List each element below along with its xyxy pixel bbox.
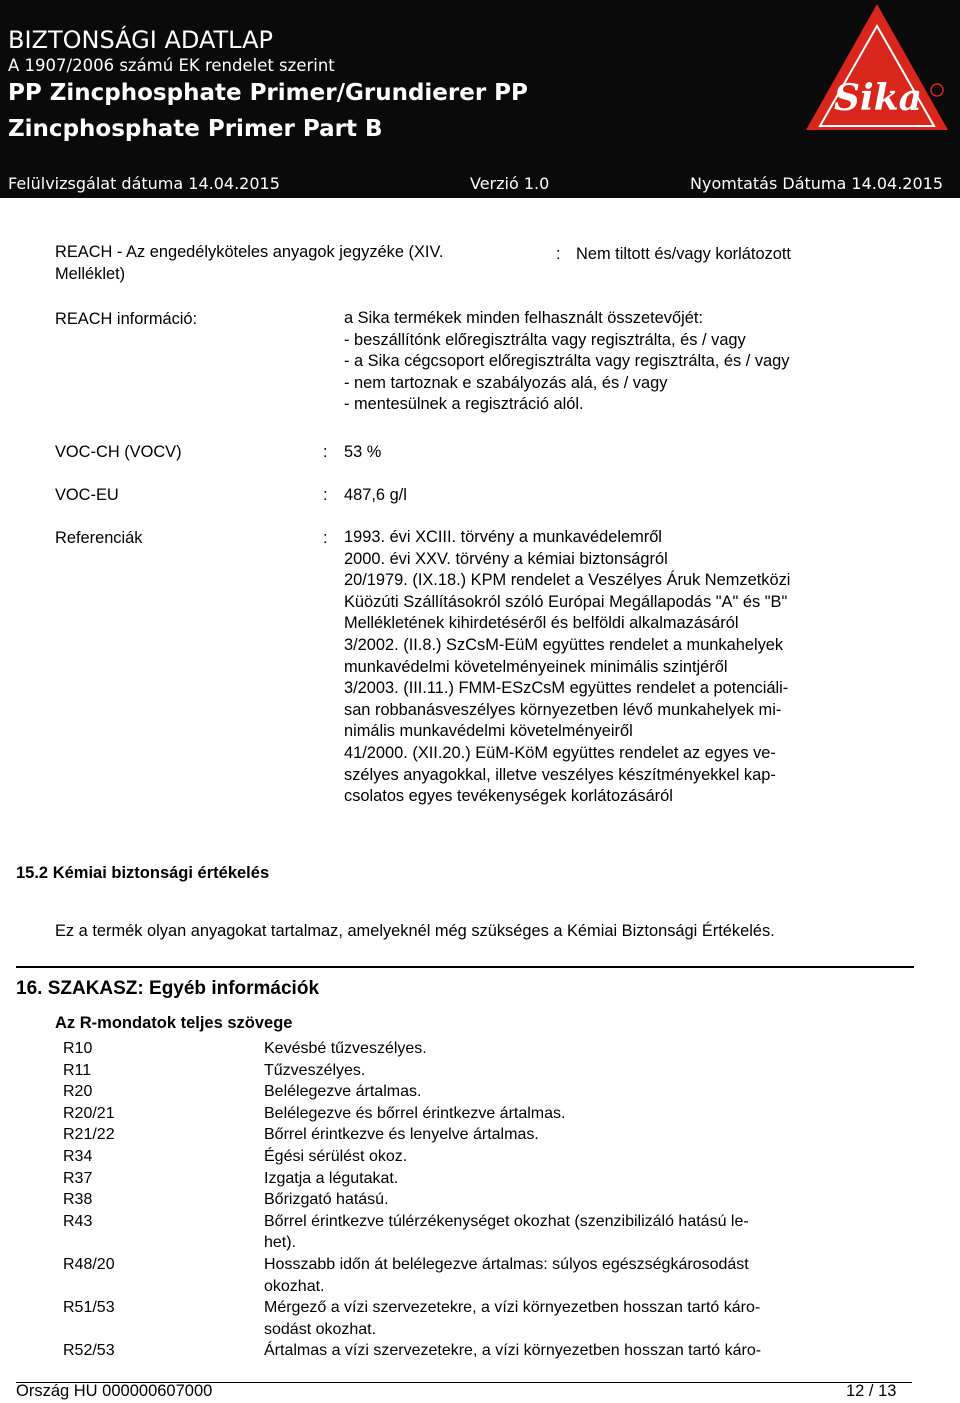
voc-ch-value: 53 % [344,443,382,461]
r-phrase-text-line: het). [264,1234,297,1252]
r-phrase-text [264,1103,565,1125]
r-phrase-text [264,1038,427,1060]
reach-annex-colon: : [556,245,561,263]
reference-line: 3/2002. (II.8.) SzCsM-EüM együttes rendelet a munkahelyek [344,635,784,654]
footer-country: Ország HU 000000607000 [16,1382,213,1400]
sika-logo [806,4,948,130]
r-phrase-text [264,1189,389,1211]
reach-info-line: - a Sika cégcsoport előregisztrálta vagy regisztrálta, és / vagy [344,352,790,371]
sika-logo-text: Sika [834,77,922,119]
section-15-2-text: Ez a termék olyan anyagokat tartalmaz, amelyeknél még szükséges a Kémiai Biztonsági Értékelés. [55,922,775,940]
r-phrase-text [264,1297,760,1340]
reference-line: 3/2003. (III.11.) FMM-ESzCsM együttes rendelet a potenciáli- [344,679,789,698]
references-text [344,527,790,808]
r-phrase-code: R52/53 [63,1342,115,1360]
reference-line: munkavédelmi követelményeinek minimális szintjéről [344,657,728,676]
r-phrase-text-line: Belélegezve és bőrrel érintkezve ártalmas. [264,1104,566,1122]
footer-page-number: 12 / 13 [846,1382,897,1400]
r-phrase-code: R51/53 [63,1299,115,1317]
product-name-line1: PP Zincphosphate Primer/Grundierer PP [8,80,528,106]
r-phrase-text [264,1146,407,1168]
voc-ch-label: VOC-CH (VOCV) [55,443,182,461]
regulation-line: A 1907/2006 számú EK rendelet szerint [8,56,335,75]
r-phrase-text-line: Hosszabb időn át belélegezve ártalmas: súlyos egészségkárosodást [264,1256,749,1273]
document-title: BIZTONSÁGI ADATLAP [8,26,273,54]
r-phrase-text-line: Tűzveszélyes. [264,1061,366,1079]
r-phrase-text-line: Belélegezve ártalmas. [264,1083,422,1101]
reach-annex-label: REACH - Az engedélyköteles anyagok jegyzéke (XIV. Melléklet) [55,243,444,283]
r-phrase-code: R21/22 [63,1126,115,1144]
reference-line: nimális munkavédelmi követelményeiről [344,722,633,741]
r-phrase-code: R37 [63,1169,93,1187]
section-divider [16,966,914,968]
reference-line: 2000. évi XXV. törvény a kémiai biztonságról [344,549,668,568]
reference-line: Mellékletének kihirdetéséről és belföldi alkalmazásáról [344,614,739,633]
reach-info-text [344,308,789,416]
r-phrase-text [264,1081,421,1103]
voc-eu-colon: : [323,486,328,504]
r-phrase-text-line: Égési sérülést okoz. [264,1148,408,1165]
reference-line: 41/2000. (XII.20.) EüM-KöM együttes rendelet az egyes ve- [344,743,776,762]
r-phrases-title: Az R-mondatok teljes szövege [55,1014,293,1032]
references-label: Referenciák [55,529,143,547]
revision-date: Felülvizsgálat dátuma 14.04.2015 [8,174,280,193]
product-name-line2: Zincphosphate Primer Part B [8,116,383,142]
voc-eu-label: VOC-EU [55,486,119,504]
r-phrase-text-line: sodást okozhat. [264,1320,377,1338]
r-phrase-text-line: Bőrrel érintkezve túlérzékenységet okozhat (szenzibilizáló hatású le- [264,1212,749,1230]
references-colon: : [323,529,328,547]
registered-mark-icon [931,84,943,96]
r-phrase-text-line: Ártalmas a vízi szervezetekre, a vízi környezetben hosszan tartó káro- [264,1342,762,1360]
r-phrase-code: R10 [63,1040,93,1057]
r-phrase-text [264,1340,761,1362]
reach-info-line: - mentesülnek a regisztráció alól. [344,395,584,414]
voc-eu-value: 487,6 g/l [344,486,407,504]
r-phrase-code: R34 [63,1148,93,1165]
r-phrase-code: R38 [63,1191,93,1209]
r-phrase-text [264,1124,539,1146]
r-phrase-text-line: Mérgező a vízi szervezetekre, a vízi környezetben hosszan tartó káro- [264,1299,761,1317]
r-phrase-text-line: Kevésbé tűzveszélyes. [264,1040,427,1057]
r-phrase-code: R11 [63,1061,92,1079]
r-phrase-code: R48/20 [63,1256,115,1273]
r-phrase-code: R20 [63,1083,93,1101]
reference-line: Küözúti Szállításokról szóló Európai Megállapodás "A" és "B" [344,592,788,611]
reference-line: 20/1979. (IX.18.) KPM rendelet a Veszélyes Áruk Nemzetközi [344,571,791,590]
section-15-2-heading: 15.2 Kémiai biztonsági értékelés [16,864,270,882]
reference-line: szélyes anyagokkal, illetve veszélyes készítményekkel kap- [344,765,776,784]
r-phrase-text-line: Izgatja a légutakat. [264,1169,399,1187]
r-phrase-text-line: okozhat. [264,1277,325,1295]
reference-line: san robbanásveszélyes környezetben lévő munkahelyek mi- [344,700,782,719]
reach-info-line: - nem tartoznak e szabályozás alá, és / vagy [344,373,668,392]
version: Verzió 1.0 [470,174,550,193]
reference-line: 1993. évi XCIII. törvény a munkavédelemről [344,528,662,546]
print-date: Nyomtatás Dátuma 14.04.2015 [690,174,944,193]
voc-ch-colon: : [323,443,328,461]
section-16-heading: 16. SZAKASZ: Egyéb információk [16,978,320,999]
r-phrase-text [264,1168,398,1190]
reach-info-line: a Sika termékek minden felhasznált összetevőjét: [344,309,703,327]
r-phrase-code: R43 [63,1212,93,1230]
r-phrase-text [264,1060,365,1082]
reach-info-label: REACH információ: [55,310,198,328]
reference-line: csolatos egyes tevékenységek korlátozásáról [344,787,673,806]
r-phrase-code: R20/21 [63,1104,115,1122]
reach-info-line: - beszállítónk előregisztrálta vagy regisztrálta, és / vagy [344,330,746,349]
r-phrase-text-line: Bőrizgató hatású. [264,1191,389,1209]
r-phrase-text [264,1211,749,1254]
r-phrase-text [264,1254,749,1297]
r-phrase-text-line: Bőrrel érintkezve és lenyelve ártalmas. [264,1126,539,1144]
reach-annex-value: Nem tiltott és/vagy korlátozott [576,245,791,263]
